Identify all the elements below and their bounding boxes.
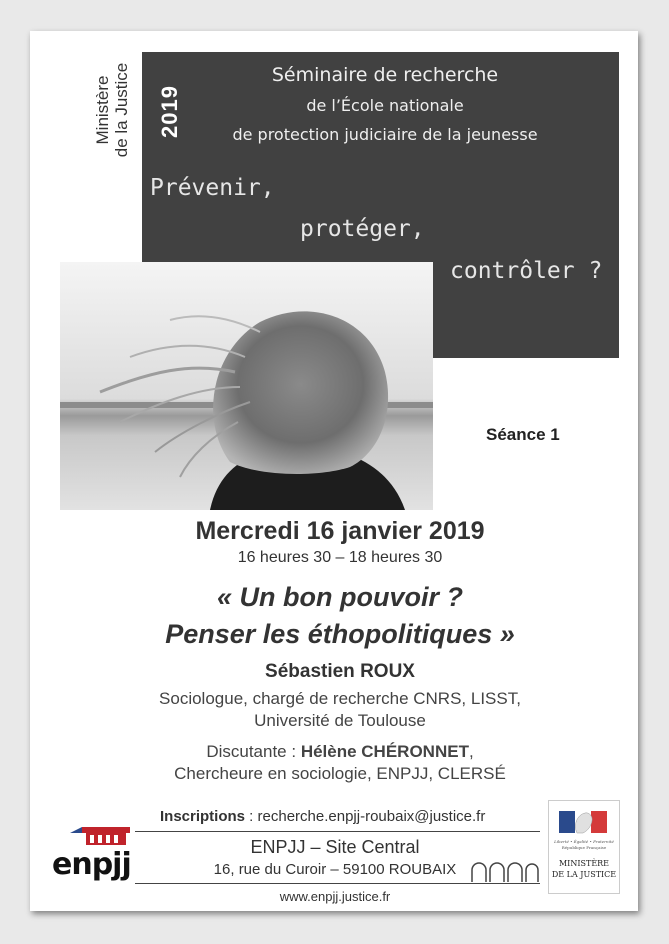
ministere-motto: Liberté • Égalité • Fraternité [554,839,614,844]
discussant-name: Hélène CHÉRONNET [300,742,469,761]
inscriptions-email[interactable]: : recherche.enpjj-roubaix@justice.fr [245,808,486,825]
ministere-logo-line1: MINISTÈRE [558,859,610,868]
footer-rule-top [135,831,540,832]
slogan-line2: protéger, [300,216,425,242]
inscriptions-label: Inscriptions [160,808,246,825]
ministere-republic: République Française [561,845,607,850]
site-address: 16, rue du Curoir – 59100 ROUBAIX [213,861,457,878]
discussant-role: Chercheure en sociologie, ENPJJ, CLERSÉ [174,764,506,783]
speaker-role-line2: Université de Toulouse [254,711,426,730]
ministere-logo [548,800,620,894]
seminar-title-line2: de l’École nationale [306,96,464,115]
session-label: Séance 1 [486,425,560,444]
session-title-line1: « Un bon pouvoir ? [217,582,463,612]
slogan-line1: Prévenir, [150,175,275,201]
enpjj-logo [50,825,135,890]
seminar-title-line1: Séminaire de recherche [271,64,499,86]
website-link[interactable]: www.enpjj.justice.fr [279,889,391,904]
discussant-line [110,742,570,762]
session-date: Mercredi 16 janvier 2019 [195,517,485,545]
slogan-line3: contrôler ? [450,258,603,284]
site-name: ENPJJ – Site Central [250,837,420,857]
photo-illustration [60,262,433,510]
speaker-role-line1: Sociologue, chargé de recherche CNRS, LISST, [159,689,521,708]
enpjj-logo-text: enpjj [52,847,131,882]
marianne-flag-icon [559,807,609,837]
discussant-prefix: Discutante : [206,742,301,761]
session-title-line2: Penser les éthopolitiques » [165,619,515,649]
year-label: 2019 [157,85,182,138]
seminar-title-line3: de protection judiciaire de la jeunesse [232,125,538,144]
inscriptions-line [160,808,485,825]
arches-icon [470,858,540,884]
ministere-vertical-label [93,35,131,185]
ministere-logo-line2: DE LA JUSTICE [551,870,617,879]
speaker-name: Sébastien ROUX [265,661,415,682]
header-photo [60,262,433,510]
session-hours: 16 heures 30 – 18 heures 30 [237,549,443,566]
ministere-line2: de la Justice [112,62,131,158]
discussant-suffix: , [468,742,474,761]
ministere-line1: Ministère [93,75,112,145]
